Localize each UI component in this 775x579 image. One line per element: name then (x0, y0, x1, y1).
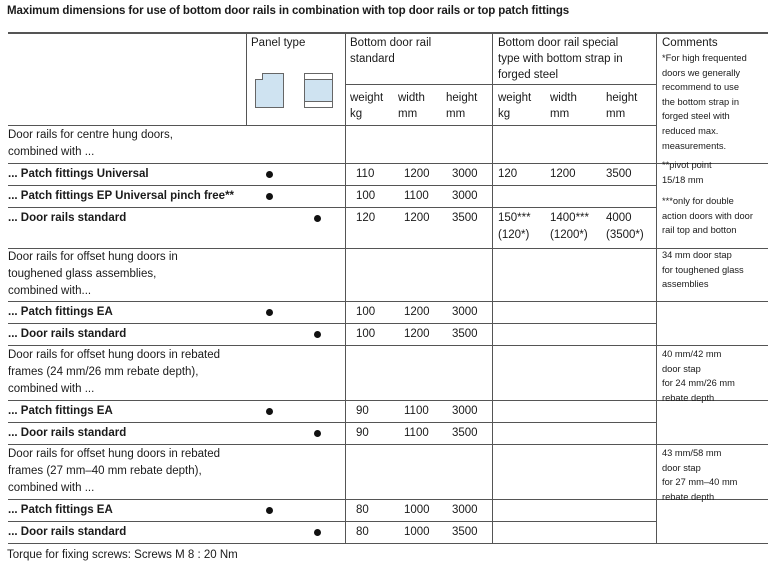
rule-h (8, 163, 768, 164)
header-special: Bottom door rail special (498, 37, 619, 49)
cell-standard: 3000 (452, 190, 478, 202)
torque-note: Torque for fixing screws: Screws M 8 : 20 Nm (7, 549, 238, 561)
comment-text: rebate depth (662, 392, 715, 403)
cell-standard: 3500 (452, 427, 478, 439)
subheader-standard: weight (350, 92, 384, 104)
cell-standard: 3500 (452, 212, 478, 224)
cell-standard: 80 (356, 504, 369, 516)
rule-h (8, 543, 768, 544)
comment-text: **pivot point (662, 160, 712, 170)
comment-text: recommend to use (662, 82, 739, 93)
row-label: ... Door rails standard (8, 328, 127, 340)
cell-standard: 3000 (452, 504, 478, 516)
cell-standard: 1200 (404, 212, 430, 224)
cell-standard: 80 (356, 526, 369, 538)
cell-standard: 3000 (452, 168, 478, 180)
rule-h (8, 301, 768, 302)
cell-special: 1400*** (550, 212, 590, 224)
subheader-special: width (550, 92, 577, 104)
rule-h (8, 207, 656, 208)
comment-text: reduced max. (662, 126, 719, 136)
cell-special: (1200*) (550, 229, 588, 241)
cell-standard: 1100 (404, 190, 429, 202)
group-heading: combined with ... (8, 146, 95, 158)
subheader-special: height (606, 92, 638, 104)
subheader-standard: mm (398, 108, 418, 120)
panel-type-dot (266, 408, 273, 415)
header-standard: standard (350, 53, 395, 65)
group-heading: Door rails for centre hung doors, (8, 129, 173, 141)
comment-text: ***only for double (662, 196, 734, 206)
comment-text: for toughened glass (662, 264, 744, 275)
subheader-special: mm (606, 108, 626, 120)
group-heading: combined with... (8, 285, 92, 297)
comment-text: action doors with door (662, 210, 753, 221)
cell-standard: 1200 (404, 306, 430, 318)
cell-standard: 3000 (452, 405, 478, 417)
rule-h (8, 323, 656, 324)
subheader-standard: width (398, 92, 425, 104)
cell-standard: 3000 (452, 306, 478, 318)
cell-standard: 3500 (452, 328, 478, 340)
row-label: ... Door rails standard (8, 427, 127, 439)
comment-text: for 27 mm–40 mm (662, 477, 738, 488)
comment-text: for 24 mm/26 mm (662, 378, 735, 389)
subheader-standard: height (446, 92, 478, 104)
row-label: ... Patch fittings EA (8, 405, 113, 417)
comment-text: door stap (662, 462, 701, 473)
comment-text: forged steel with (662, 111, 730, 122)
row-label: ... Patch fittings Universal (8, 168, 149, 180)
subheader-special: mm (550, 108, 570, 120)
rule-h (8, 33, 768, 34)
header-special: type with bottom strap in (498, 53, 623, 65)
cell-special: 4000 (606, 212, 632, 224)
group-heading: Door rails for offset hung doors in rebated (8, 448, 221, 460)
cell-special: 1200 (550, 168, 576, 180)
comment-text: rail top and botton (662, 225, 737, 236)
header-standard: Bottom door rail (350, 37, 432, 49)
rule-h (8, 521, 656, 522)
table-title: Maximum dimensions for use of bottom door rails in combination with top door rails or top patch fittings (7, 5, 570, 17)
rule-h (8, 400, 768, 401)
rule-v (492, 33, 493, 543)
header-panel-type: Panel type (251, 37, 306, 49)
cell-special: (120*) (498, 229, 530, 241)
cell-standard: 120 (356, 212, 376, 224)
rule-h (8, 125, 656, 126)
rule-h (8, 444, 768, 445)
panel-type-dot (266, 507, 273, 514)
subheader-standard: kg (350, 108, 363, 120)
cell-standard: 1200 (404, 168, 430, 180)
cell-standard: 90 (356, 405, 369, 417)
cell-standard: 90 (356, 427, 369, 439)
row-label: ... Door rails standard (8, 526, 127, 538)
row-label: ... Patch fittings EA (8, 504, 113, 516)
rule-h (8, 499, 768, 500)
rule-h (345, 84, 656, 85)
comment-text: the bottom strap in (662, 96, 739, 107)
panel-type-dot (314, 331, 321, 338)
header-comments: Comments (662, 37, 718, 49)
panel-type-dot (314, 529, 321, 536)
cell-special: 3500 (606, 168, 632, 180)
group-heading: toughened glass assemblies, (8, 268, 157, 280)
subheader-special: kg (498, 108, 511, 120)
panel-type-dot (266, 193, 273, 200)
cell-standard: 1000 (404, 504, 430, 516)
rule-h (8, 422, 656, 423)
comment-text: 40 mm/42 mm (662, 349, 722, 359)
cell-standard: 1100 (404, 427, 429, 439)
panel-type-2-icon (304, 73, 333, 108)
cell-standard: 100 (356, 306, 376, 318)
subheader-special: weight (498, 92, 532, 104)
comment-text: *For high frequented (662, 53, 747, 63)
cell-standard: 110 (356, 168, 375, 180)
panel-type-dot (266, 309, 273, 316)
comment-text: 43 mm/58 mm (662, 448, 722, 458)
panel-type-1-icon (255, 73, 284, 108)
header-special: forged steel (498, 69, 559, 81)
panel-type-dot (314, 215, 321, 222)
group-heading: frames (24 mm/26 mm rebate depth), (8, 366, 199, 378)
comment-text: doors we generally (662, 67, 741, 78)
rule-h (8, 185, 656, 186)
group-heading: Door rails for offset hung doors in rebated (8, 349, 221, 361)
cell-special: 150*** (498, 212, 531, 224)
row-label: ... Patch fittings EA (8, 306, 113, 318)
comment-text: assemblies (662, 279, 709, 290)
comment-text: 15/18 mm (662, 174, 704, 185)
subheader-standard: mm (446, 108, 466, 120)
group-heading: Door rails for offset hung doors in (8, 251, 178, 263)
rule-v (345, 33, 346, 543)
comment-text: rebate depth (662, 491, 715, 502)
group-heading: frames (27 mm–40 mm rebate depth), (8, 465, 202, 477)
cell-standard: 100 (356, 190, 376, 202)
rule-v (656, 33, 657, 543)
comment-text: door stap (662, 363, 701, 374)
cell-standard: 1100 (404, 405, 429, 417)
cell-special: (3500*) (606, 229, 644, 241)
rule-v (246, 33, 247, 125)
row-label: ... Door rails standard (8, 212, 127, 224)
cell-standard: 3500 (452, 526, 478, 538)
comment-text: measurements. (662, 140, 727, 151)
panel-type-dot (266, 171, 273, 178)
comment-text: 34 mm door stap (662, 250, 732, 260)
cell-special: 120 (498, 168, 518, 180)
cell-standard: 1000 (404, 526, 430, 538)
rule-h (8, 345, 768, 346)
group-heading: combined with ... (8, 482, 95, 494)
group-heading: combined with ... (8, 383, 95, 395)
cell-standard: 1200 (404, 328, 430, 340)
cell-standard: 100 (356, 328, 376, 340)
panel-type-dot (314, 430, 321, 437)
row-label: ... Patch fittings EP Universal pinch free** (8, 190, 235, 202)
